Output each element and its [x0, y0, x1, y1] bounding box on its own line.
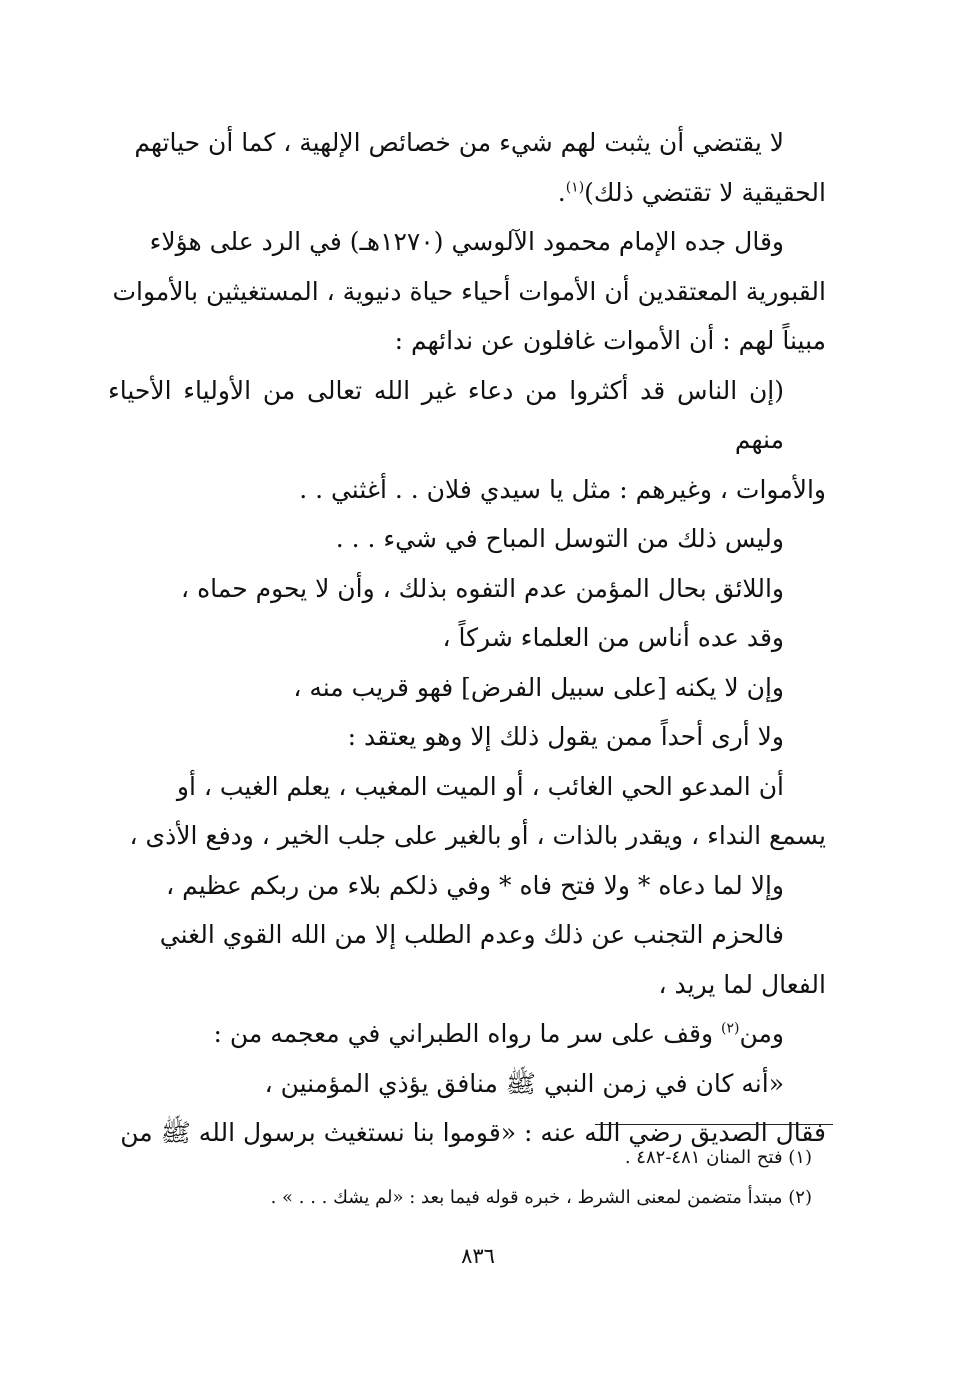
- text-line: واللائق بحال المؤمن عدم التفوه بذلك ، وأن لا يحوم حماه ،: [181, 573, 784, 603]
- text-line: «أنه كان في زمن النبي ﷺ منافق يؤذي المؤمنين ،: [264, 1068, 784, 1098]
- footnote-ref-1: (١): [565, 179, 585, 196]
- text-line: القبورية المعتقدين أن الأموات أحياء حياة دنيوية ، المستغيثين بالأموات: [112, 276, 826, 306]
- footnote-2: (٢) مبتدأ متضمن لمعنى الشرط ، خبره قوله فيما بعد : «لم يشك . . . » .: [270, 1187, 812, 1208]
- text-line: مبيناً لهم : أن الأموات غافلون عن ندائهم :: [394, 326, 826, 355]
- main-text: [108, 118, 826, 1158]
- text-line: والأموات ، وغيرهم : مثل يا سيدي فلان . . أغثني . .: [299, 474, 826, 504]
- text-line: فقال الصديق رضي الله عنه : «قوموا بنا نستغيث برسول الله ﷺ من: [120, 1118, 826, 1147]
- text-line: وليس ذلك من التوسل المباح في شيء . . .: [335, 524, 784, 553]
- text-line-part: وقف على سر ما رواه الطبراني في معجمه من :: [213, 1019, 714, 1048]
- text-line: وقال جده الإمام محمود الآلوسي (١٢٧٠هـ) في الرد على هؤلاء: [149, 227, 784, 256]
- text-line-part: ومن: [739, 1019, 784, 1048]
- text-line: فالحزم التجنب عن ذلك وعدم الطلب إلا من الله القوي الغني: [159, 920, 784, 949]
- text-line: ولا أرى أحداً ممن يقول ذلك إلا وهو يعتقد :: [347, 722, 784, 751]
- text-line: يسمع النداء ، ويقدر بالذات ، أو بالغير على جلب الخير ، ودفع الأذى ،: [129, 821, 826, 850]
- footnote-separator: [595, 1124, 833, 1125]
- text-line-part: .: [557, 177, 566, 207]
- text-line: وإلا لما دعاه * ولا فتح فاه * وفي ذلكم بلاء من ربكم عظيم ،: [166, 870, 784, 900]
- text-line: وقد عده أناس من العلماء شركاً ،: [442, 623, 784, 652]
- text-line: لا يقتضي أن يثبت لهم شيء من خصائص الإلهية ، كما أن حياتهم: [134, 128, 784, 157]
- text-line: وإن لا يكنه [على سبيل الفرض] فهو قريب منه ،: [293, 672, 784, 702]
- footnote-1: (١) فتح المنان ٤٨١-٤٨٢ .: [624, 1147, 812, 1168]
- footnotes: [108, 1138, 826, 1218]
- text-line: الفعال لما يريد ،: [658, 969, 826, 999]
- text-line: [108, 168, 826, 218]
- page-number: ٨٣٦: [461, 1244, 495, 1268]
- text-line-part: الحقيقية لا تقتضي ذلك): [584, 177, 826, 207]
- text-line: (إن الناس قد أكثروا من دعاء غير الله تعالى من الأولياء الأحياء منهم: [108, 375, 784, 454]
- text-line: [108, 1009, 826, 1059]
- footnote-ref-2: (٢): [721, 1020, 740, 1037]
- text-line: أن المدعو الحي الغائب ، أو الميت المغيب ، يعلم الغيب ، أو: [176, 771, 784, 801]
